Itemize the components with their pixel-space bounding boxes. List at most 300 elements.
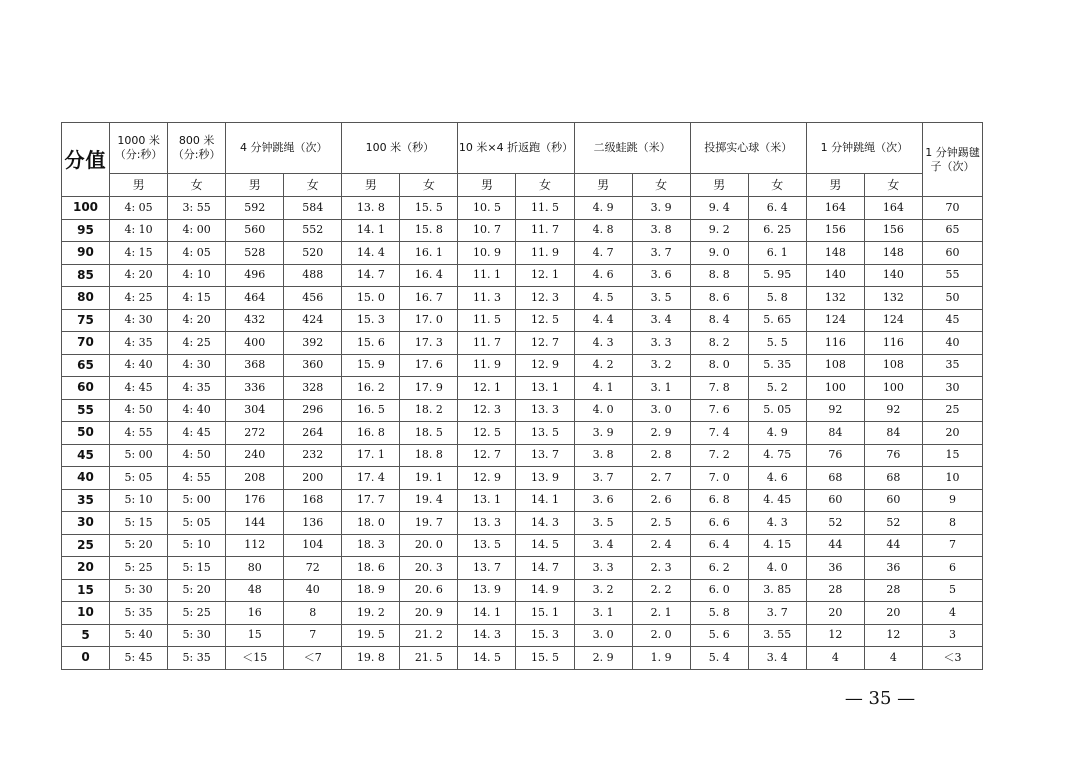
- value-cell: 4. 3: [748, 512, 806, 535]
- col-4min-rope-header: 4 分钟跳绳（次）: [226, 123, 342, 174]
- value-cell: 11. 3: [458, 287, 516, 310]
- value-cell: 4: 30: [110, 309, 168, 332]
- value-cell: 5: 15: [168, 557, 226, 580]
- value-cell: 19. 2: [342, 602, 400, 625]
- value-cell: 30: [922, 377, 982, 400]
- value-cell: 7: [284, 624, 342, 647]
- value-cell: 6. 8: [690, 489, 748, 512]
- value-cell: 328: [284, 377, 342, 400]
- value-cell: 17. 0: [400, 309, 458, 332]
- table-row: [62, 399, 983, 422]
- value-cell: 4: 15: [168, 287, 226, 310]
- value-cell: 50: [922, 287, 982, 310]
- value-cell: ＜3: [922, 647, 982, 670]
- col-shuttle-run-header: 10 米×4 折返跑（秒）: [458, 123, 574, 174]
- sub-male: 男: [574, 174, 632, 197]
- table-row: [62, 602, 983, 625]
- value-cell: 4. 6: [748, 467, 806, 490]
- value-cell: 6. 2: [690, 557, 748, 580]
- value-cell: 4. 9: [748, 422, 806, 445]
- value-cell: 2. 1: [632, 602, 690, 625]
- value-cell: 6. 0: [690, 579, 748, 602]
- value-cell: 108: [806, 354, 864, 377]
- value-cell: 10: [922, 467, 982, 490]
- value-cell: 12. 7: [516, 332, 574, 355]
- value-cell: 2. 7: [632, 467, 690, 490]
- value-cell: 3. 6: [574, 489, 632, 512]
- table-row: [62, 444, 983, 467]
- table-row: [62, 377, 983, 400]
- value-cell: 140: [864, 264, 922, 287]
- sub-female: 女: [748, 174, 806, 197]
- value-cell: 15. 3: [516, 624, 574, 647]
- value-cell: 176: [226, 489, 284, 512]
- col-frog-jump-header: 二级蛙跳（米）: [574, 123, 690, 174]
- value-cell: 18. 5: [400, 422, 458, 445]
- table-row: [62, 264, 983, 287]
- value-cell: 4: 45: [110, 377, 168, 400]
- value-cell: 4. 9: [574, 197, 632, 220]
- score-cell: 65: [62, 354, 110, 377]
- value-cell: 200: [284, 467, 342, 490]
- value-cell: 3. 9: [574, 422, 632, 445]
- value-cell: 4. 5: [574, 287, 632, 310]
- table-row: [62, 624, 983, 647]
- value-cell: 4: [922, 602, 982, 625]
- value-cell: 4: 35: [168, 377, 226, 400]
- value-cell: 7. 8: [690, 377, 748, 400]
- value-cell: 18. 2: [400, 399, 458, 422]
- value-cell: 4: 00: [168, 219, 226, 242]
- value-cell: 92: [864, 399, 922, 422]
- sub-male: 男: [690, 174, 748, 197]
- sub-male: 男: [458, 174, 516, 197]
- value-cell: 14. 5: [458, 647, 516, 670]
- col-800m-header: 800 米（分:秒）: [168, 123, 226, 174]
- value-cell: 12: [864, 624, 922, 647]
- score-cell: 25: [62, 534, 110, 557]
- value-cell: 20. 6: [400, 579, 458, 602]
- value-cell: 11. 1: [458, 264, 516, 287]
- sub-male: 男: [342, 174, 400, 197]
- value-cell: 11. 5: [458, 309, 516, 332]
- value-cell: 5. 4: [690, 647, 748, 670]
- value-cell: 3. 3: [632, 332, 690, 355]
- value-cell: 20: [922, 422, 982, 445]
- value-cell: 168: [284, 489, 342, 512]
- value-cell: 4. 0: [574, 399, 632, 422]
- col-100m-header: 100 米（秒）: [342, 123, 458, 174]
- value-cell: 20. 3: [400, 557, 458, 580]
- table-row: [62, 309, 983, 332]
- value-cell: 144: [226, 512, 284, 535]
- value-cell: 35: [922, 354, 982, 377]
- table-row: [62, 489, 983, 512]
- score-cell: 70: [62, 332, 110, 355]
- value-cell: 11. 9: [458, 354, 516, 377]
- value-cell: 4: 30: [168, 354, 226, 377]
- value-cell: 7. 6: [690, 399, 748, 422]
- value-cell: 4. 75: [748, 444, 806, 467]
- table-row: [62, 557, 983, 580]
- value-cell: 14. 4: [342, 242, 400, 265]
- value-cell: 4: 45: [168, 422, 226, 445]
- value-cell: 20: [864, 602, 922, 625]
- value-cell: 3. 0: [574, 624, 632, 647]
- col-1000m-header: 1000 米（分:秒）: [110, 123, 168, 174]
- value-cell: 14. 1: [516, 489, 574, 512]
- value-cell: 3. 2: [632, 354, 690, 377]
- value-cell: 92: [806, 399, 864, 422]
- score-cell: 10: [62, 602, 110, 625]
- value-cell: 4: 10: [168, 264, 226, 287]
- value-cell: 19. 1: [400, 467, 458, 490]
- value-cell: 4: 40: [168, 399, 226, 422]
- value-cell: 9. 4: [690, 197, 748, 220]
- value-cell: 4: 25: [110, 287, 168, 310]
- table-body: [62, 197, 983, 670]
- value-cell: 5: 20: [168, 579, 226, 602]
- value-cell: 18. 8: [400, 444, 458, 467]
- sub-male: 男: [806, 174, 864, 197]
- value-cell: 5. 8: [748, 287, 806, 310]
- value-cell: 112: [226, 534, 284, 557]
- value-cell: 14. 3: [458, 624, 516, 647]
- value-cell: 264: [284, 422, 342, 445]
- value-cell: 5. 05: [748, 399, 806, 422]
- value-cell: 15. 9: [342, 354, 400, 377]
- value-cell: 28: [864, 579, 922, 602]
- value-cell: 48: [226, 579, 284, 602]
- sub-male: 男: [110, 174, 168, 197]
- value-cell: 5: [922, 579, 982, 602]
- sub-female: 女: [632, 174, 690, 197]
- value-cell: 13. 9: [516, 467, 574, 490]
- value-cell: 528: [226, 242, 284, 265]
- value-cell: 3: [922, 624, 982, 647]
- table-row: [62, 467, 983, 490]
- value-cell: 80: [226, 557, 284, 580]
- value-cell: 400: [226, 332, 284, 355]
- sub-female: 女: [168, 174, 226, 197]
- value-cell: 2. 9: [574, 647, 632, 670]
- sub-female: 女: [284, 174, 342, 197]
- value-cell: 18. 9: [342, 579, 400, 602]
- score-cell: 60: [62, 377, 110, 400]
- value-cell: 4: 10: [110, 219, 168, 242]
- value-cell: 116: [864, 332, 922, 355]
- score-cell: 0: [62, 647, 110, 670]
- value-cell: 8. 0: [690, 354, 748, 377]
- value-cell: 20. 0: [400, 534, 458, 557]
- value-cell: 4. 3: [574, 332, 632, 355]
- score-cell: 100: [62, 197, 110, 220]
- value-cell: 10. 7: [458, 219, 516, 242]
- value-cell: 8. 8: [690, 264, 748, 287]
- value-cell: 5: 05: [110, 467, 168, 490]
- value-cell: 116: [806, 332, 864, 355]
- value-cell: 4: 20: [110, 264, 168, 287]
- value-cell: 4. 4: [574, 309, 632, 332]
- value-cell: 136: [284, 512, 342, 535]
- value-cell: 5: 30: [168, 624, 226, 647]
- value-cell: 100: [864, 377, 922, 400]
- value-cell: 11. 9: [516, 242, 574, 265]
- value-cell: 5: 35: [168, 647, 226, 670]
- value-cell: 16. 4: [400, 264, 458, 287]
- value-cell: 1. 9: [632, 647, 690, 670]
- value-cell: 104: [284, 534, 342, 557]
- value-cell: 3. 9: [632, 197, 690, 220]
- value-cell: 3: 55: [168, 197, 226, 220]
- value-cell: 68: [864, 467, 922, 490]
- value-cell: 164: [806, 197, 864, 220]
- value-cell: 4: 20: [168, 309, 226, 332]
- value-cell: 4. 45: [748, 489, 806, 512]
- value-cell: 368: [226, 354, 284, 377]
- score-cell: 35: [62, 489, 110, 512]
- value-cell: 156: [864, 219, 922, 242]
- score-cell: 30: [62, 512, 110, 535]
- value-cell: 3. 7: [632, 242, 690, 265]
- table-row: [62, 579, 983, 602]
- value-cell: 360: [284, 354, 342, 377]
- value-cell: 12. 1: [516, 264, 574, 287]
- score-cell: 85: [62, 264, 110, 287]
- value-cell: 2. 8: [632, 444, 690, 467]
- scoring-table: [61, 122, 983, 670]
- value-cell: 16. 2: [342, 377, 400, 400]
- value-cell: 15. 8: [400, 219, 458, 242]
- value-cell: 208: [226, 467, 284, 490]
- value-cell: 60: [864, 489, 922, 512]
- value-cell: 488: [284, 264, 342, 287]
- value-cell: 108: [864, 354, 922, 377]
- value-cell: 5. 2: [748, 377, 806, 400]
- value-cell: ＜15: [226, 647, 284, 670]
- value-cell: 21. 2: [400, 624, 458, 647]
- value-cell: 18. 0: [342, 512, 400, 535]
- value-cell: 60: [922, 242, 982, 265]
- score-cell: 55: [62, 399, 110, 422]
- value-cell: 15. 5: [516, 647, 574, 670]
- value-cell: 456: [284, 287, 342, 310]
- value-cell: 5: 45: [110, 647, 168, 670]
- value-cell: 232: [284, 444, 342, 467]
- value-cell: 36: [864, 557, 922, 580]
- value-cell: 4. 15: [748, 534, 806, 557]
- score-cell: 90: [62, 242, 110, 265]
- value-cell: 3. 85: [748, 579, 806, 602]
- value-cell: 5. 95: [748, 264, 806, 287]
- value-cell: 11. 7: [458, 332, 516, 355]
- value-cell: 15. 0: [342, 287, 400, 310]
- value-cell: 55: [922, 264, 982, 287]
- value-cell: 19. 4: [400, 489, 458, 512]
- value-cell: 6. 25: [748, 219, 806, 242]
- value-cell: 5: 00: [168, 489, 226, 512]
- value-cell: 17. 6: [400, 354, 458, 377]
- value-cell: 3. 0: [632, 399, 690, 422]
- value-cell: 5: 35: [110, 602, 168, 625]
- value-cell: 17. 3: [400, 332, 458, 355]
- value-cell: 6: [922, 557, 982, 580]
- value-cell: 12. 9: [458, 467, 516, 490]
- value-cell: 76: [806, 444, 864, 467]
- value-cell: 3. 4: [632, 309, 690, 332]
- value-cell: 8. 4: [690, 309, 748, 332]
- header-row-2: [62, 174, 983, 197]
- value-cell: 15. 6: [342, 332, 400, 355]
- value-cell: 18. 6: [342, 557, 400, 580]
- value-cell: 132: [806, 287, 864, 310]
- value-cell: 4: 55: [110, 422, 168, 445]
- value-cell: 17. 1: [342, 444, 400, 467]
- value-cell: 560: [226, 219, 284, 242]
- value-cell: 148: [806, 242, 864, 265]
- value-cell: 15. 1: [516, 602, 574, 625]
- table-row: [62, 512, 983, 535]
- value-cell: 4. 2: [574, 354, 632, 377]
- value-cell: 17. 4: [342, 467, 400, 490]
- value-cell: 12: [806, 624, 864, 647]
- value-cell: 36: [806, 557, 864, 580]
- table-row: [62, 242, 983, 265]
- score-cell: 95: [62, 219, 110, 242]
- value-cell: 18. 3: [342, 534, 400, 557]
- value-cell: 25: [922, 399, 982, 422]
- value-cell: 72: [284, 557, 342, 580]
- value-cell: 13. 1: [516, 377, 574, 400]
- page-number: — 35 —: [844, 688, 916, 709]
- table-row: [62, 647, 983, 670]
- value-cell: 124: [806, 309, 864, 332]
- value-cell: 13. 3: [516, 399, 574, 422]
- table-row: [62, 332, 983, 355]
- value-cell: 15. 3: [342, 309, 400, 332]
- col-1min-rope-header: 1 分钟跳绳（次）: [806, 123, 922, 174]
- table-row: [62, 197, 983, 220]
- value-cell: 14. 7: [342, 264, 400, 287]
- value-cell: 84: [864, 422, 922, 445]
- value-cell: 5: 20: [110, 534, 168, 557]
- value-cell: 4: 15: [110, 242, 168, 265]
- value-cell: 12. 5: [458, 422, 516, 445]
- value-cell: 496: [226, 264, 284, 287]
- value-cell: 13. 3: [458, 512, 516, 535]
- value-cell: 76: [864, 444, 922, 467]
- value-cell: 4: [864, 647, 922, 670]
- value-cell: 3. 3: [574, 557, 632, 580]
- value-cell: 3. 1: [574, 602, 632, 625]
- score-cell: 5: [62, 624, 110, 647]
- value-cell: 13. 5: [516, 422, 574, 445]
- value-cell: 4: 35: [110, 332, 168, 355]
- value-cell: 3. 5: [632, 287, 690, 310]
- value-cell: 392: [284, 332, 342, 355]
- value-cell: 6. 4: [748, 197, 806, 220]
- value-cell: 15: [922, 444, 982, 467]
- value-cell: 4: 50: [110, 399, 168, 422]
- value-cell: 21. 5: [400, 647, 458, 670]
- value-cell: 148: [864, 242, 922, 265]
- value-cell: 65: [922, 219, 982, 242]
- value-cell: 9: [922, 489, 982, 512]
- sub-female: 女: [864, 174, 922, 197]
- value-cell: 44: [806, 534, 864, 557]
- value-cell: 140: [806, 264, 864, 287]
- value-cell: 2. 2: [632, 579, 690, 602]
- value-cell: 12. 3: [458, 399, 516, 422]
- value-cell: 14. 7: [516, 557, 574, 580]
- value-cell: 19. 5: [342, 624, 400, 647]
- value-cell: 5: 30: [110, 579, 168, 602]
- score-header: 分值: [62, 123, 110, 197]
- value-cell: 4: 50: [168, 444, 226, 467]
- value-cell: 12. 5: [516, 309, 574, 332]
- table-row: [62, 534, 983, 557]
- value-cell: 3. 8: [632, 219, 690, 242]
- value-cell: 16. 8: [342, 422, 400, 445]
- value-cell: 5: 25: [168, 602, 226, 625]
- score-cell: 15: [62, 579, 110, 602]
- value-cell: 6. 4: [690, 534, 748, 557]
- value-cell: 84: [806, 422, 864, 445]
- table-row: [62, 422, 983, 445]
- value-cell: 11. 7: [516, 219, 574, 242]
- value-cell: 520: [284, 242, 342, 265]
- value-cell: 100: [806, 377, 864, 400]
- value-cell: 156: [806, 219, 864, 242]
- value-cell: 4: 05: [168, 242, 226, 265]
- value-cell: 424: [284, 309, 342, 332]
- value-cell: 2. 9: [632, 422, 690, 445]
- value-cell: 16. 1: [400, 242, 458, 265]
- value-cell: 7: [922, 534, 982, 557]
- value-cell: 5: 15: [110, 512, 168, 535]
- score-cell: 45: [62, 444, 110, 467]
- value-cell: 12. 3: [516, 287, 574, 310]
- value-cell: 336: [226, 377, 284, 400]
- value-cell: 52: [864, 512, 922, 535]
- score-cell: 50: [62, 422, 110, 445]
- value-cell: 13. 9: [458, 579, 516, 602]
- value-cell: 8. 6: [690, 287, 748, 310]
- value-cell: 5: 40: [110, 624, 168, 647]
- value-cell: 40: [284, 579, 342, 602]
- value-cell: 3. 7: [574, 467, 632, 490]
- table-row: [62, 219, 983, 242]
- value-cell: 15: [226, 624, 284, 647]
- value-cell: 44: [864, 534, 922, 557]
- value-cell: 7. 4: [690, 422, 748, 445]
- value-cell: 3. 4: [748, 647, 806, 670]
- table-row: [62, 287, 983, 310]
- value-cell: 14. 1: [458, 602, 516, 625]
- value-cell: 3. 55: [748, 624, 806, 647]
- value-cell: 9. 2: [690, 219, 748, 242]
- value-cell: 2. 0: [632, 624, 690, 647]
- value-cell: 2. 5: [632, 512, 690, 535]
- value-cell: 164: [864, 197, 922, 220]
- value-cell: 12. 1: [458, 377, 516, 400]
- value-cell: 5: 05: [168, 512, 226, 535]
- value-cell: 592: [226, 197, 284, 220]
- score-cell: 40: [62, 467, 110, 490]
- value-cell: 13. 1: [458, 489, 516, 512]
- value-cell: 8: [922, 512, 982, 535]
- value-cell: 304: [226, 399, 284, 422]
